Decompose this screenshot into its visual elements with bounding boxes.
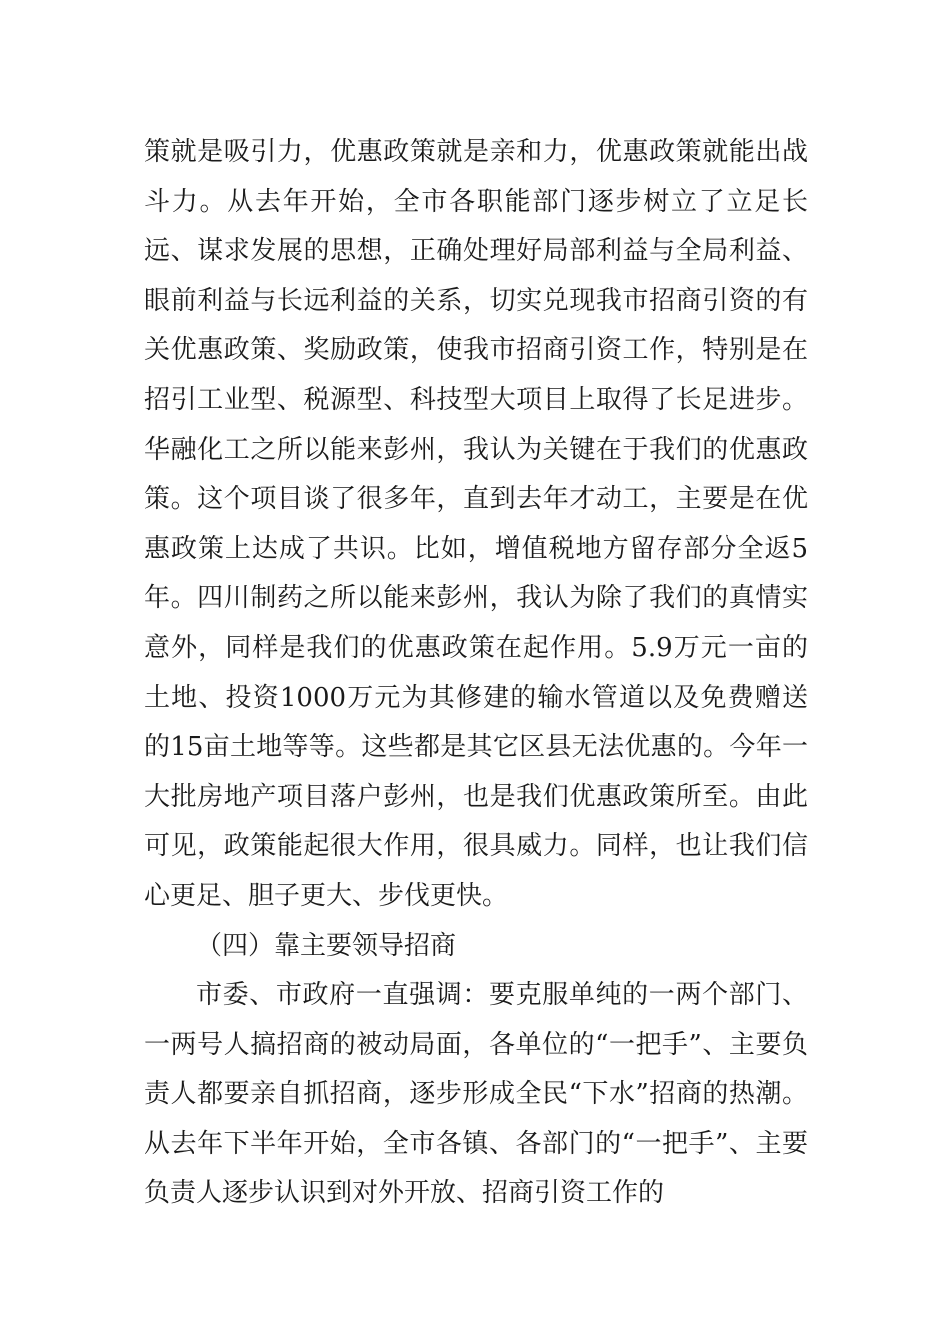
document-body <box>144 128 808 1219</box>
body-paragraph: 市委、市政府一直强调：要克服单纯的一两个部门、一两号人搞招商的被动局面，各单位的“一把手”、主要负责人都要亲自抓招商，逐步形成全民“下水”招商的热潮。从去年下半年开始，全市各镇、各部门的“一把手”、主要负责人逐步认识到对外开放、招商引资工作的 <box>144 980 808 1209</box>
section-heading: （四）靠主要领导招商 <box>196 930 457 961</box>
body-paragraph: 策就是吸引力，优惠政策就是亲和力，优惠政策就能出战斗力。从去年开始，全市各职能部门逐步树立了立足长远、谋求发展的思想，正确处理好局部利益与全局利益、眼前利益与长远利益的关系，切实兑现我市招商引资的有关优惠政策、奖励政策，使我市招商引资工作，特别是在招引工业型、税源型、科技型大项目上取得了长足进步。华融化工之所以能来彭州，我认为关键在于我们的优惠政策。这个项目谈了很多年，直到去年才动工，主要是在优惠政策上达成了共识。比如，增值税地方留存部分全返5年。四川制药之所以能来彭州，我认为除了我们的真情实意外，同样是我们的优惠政策在起作用。5.9万元一亩的土地、投资1000万元为其修建的输水管道以及免费赠送的15亩土地等等。这些都是其它区县无法优惠的。今年一大批房地产项目落户彭州，也是我们优惠政策所至。由此可见，政策能起很大作用，很具威力。同样，也让我们信心更足、胆子更大、步伐更快。 <box>144 137 808 911</box>
